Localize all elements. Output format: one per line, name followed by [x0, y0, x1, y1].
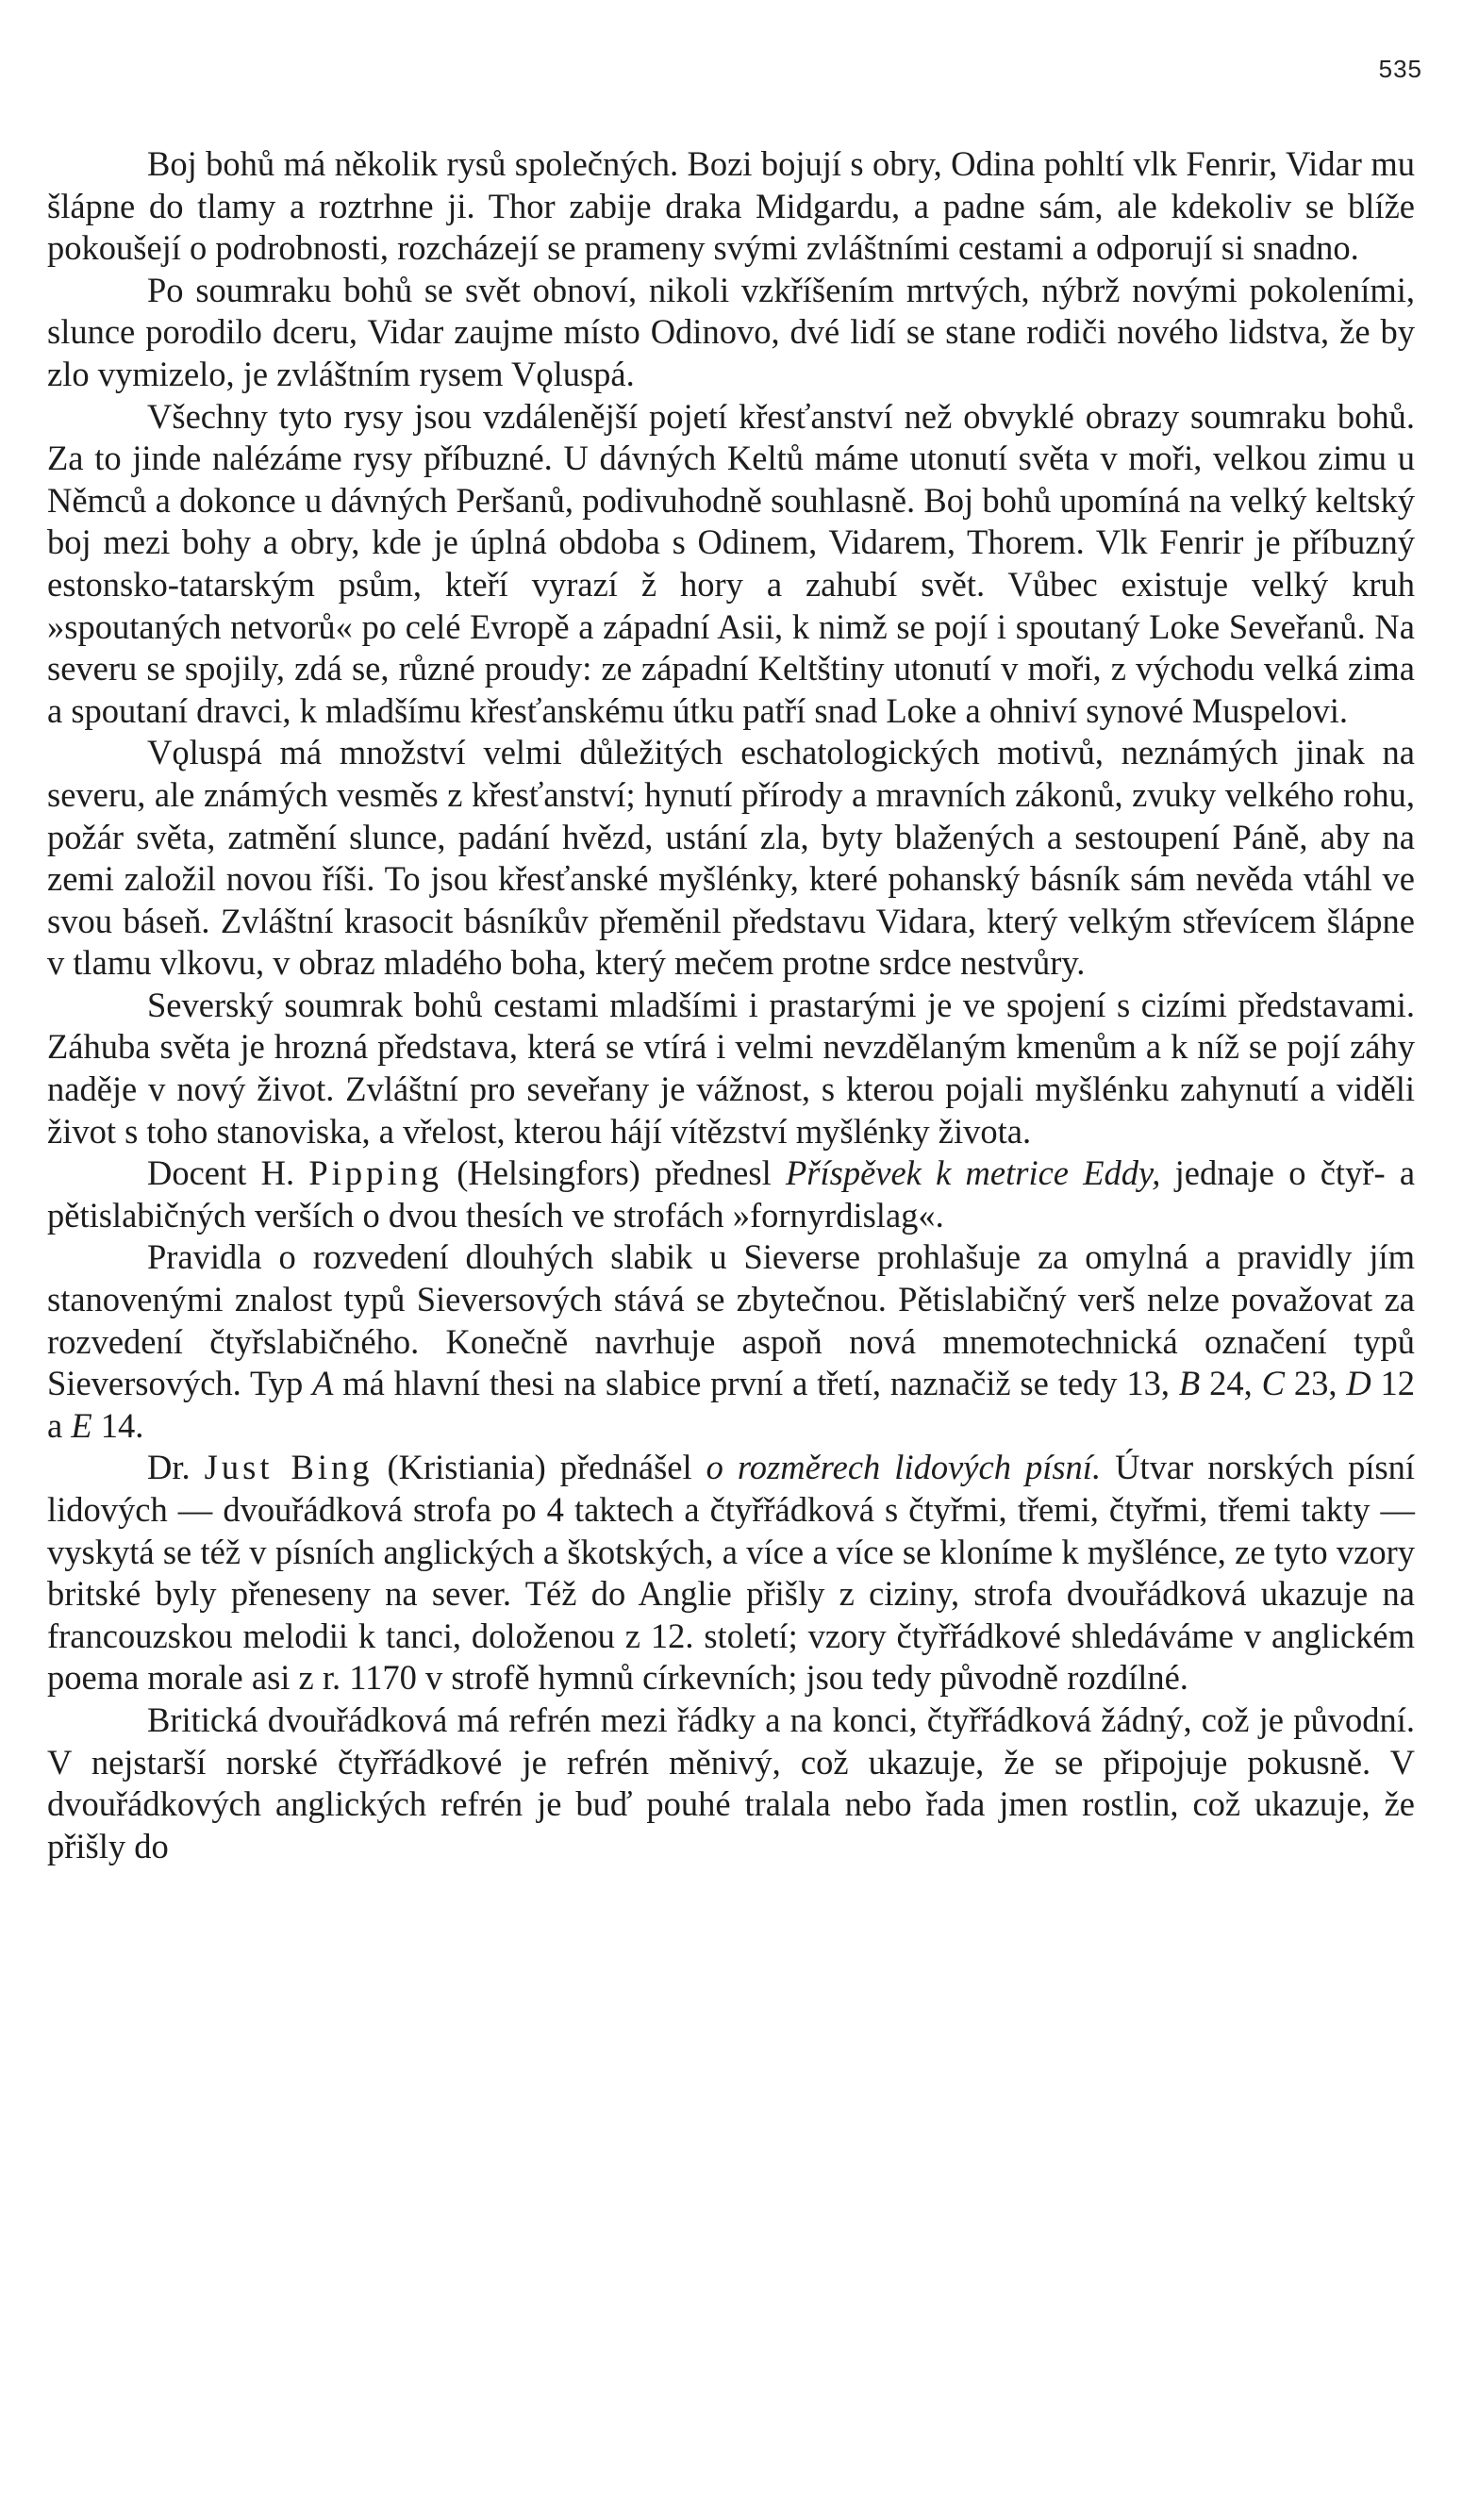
- paragraph-bing: [47, 1447, 1415, 1699]
- type-e-number: 14.: [100, 1405, 144, 1445]
- bing-place: (Kristiania) přednášel: [387, 1448, 692, 1487]
- bing-lecture-title: o rozměrech lidových písní.: [706, 1448, 1102, 1487]
- paragraph-voluspa: Vǫluspá má množství velmi důležitých eschatologických motivů, neznámých jinak na severu, ale známých vesměs z křesťanství; hynutí přírody a mravních zákonů, zvuky velkého rohu, požár světa, zatmění slunce, padání hvězd, ustání zla, byty blažených a sestoupení Páně, aby na zemi založil novou říši. To jsou křesťanské myšlénky, které pohanský básník sám nevěda vtáhl ve svou báseň. Zvláštní krasocit básníkův přeměnil představu Vidara, který velkým střevícem šlápne v tlamu vlkovu, v obraz mladého boha, který mečem protne srdce nestvůry.: [47, 733, 1415, 983]
- type-e-label: E: [71, 1405, 92, 1445]
- bing-prefix: Dr.: [147, 1448, 191, 1487]
- article-body: [47, 143, 1415, 1867]
- pipping-prefix: Docent H.: [147, 1153, 295, 1193]
- pipping-lecture-title: Příspěvek k metrice Eddy,: [785, 1153, 1161, 1193]
- pipping-rest: jednaje o čtyř- a pětislabičných verších o dvou thesích ve strofách »fornyrdislag«.: [47, 1153, 1416, 1235]
- paragraph-vsechny-rysy: Všechny tyto rysy jsou vzdálenější pojetí křesťanství než obvyklé obrazy soumraku bohů. Za to jinde nalézáme rysy příbuzné. U dávných Keltů máme utonutí světa v moři, velkou zimu u Němců a dokonce u dávných Peršanů, podivuhodně souhlasně. Boj bohů upomíná na velký keltský boj mezi bohy a obry, kde je úplná obdoba s Odinem, Vidarem, Thorem. Vlk Fenrir je příbuzný estonsko-tatarským psům, kteří vyrazí ž hory a zahubí svět. Vůbec existuje velký kruh »spoutaných netvorů« po celé Evropě a západní Asii, k nimž se pojí i spoutaný Loke Seveřanů. Na severu se spojily, zdá se, různé proudy: ze západní Keltštiny utonutí v moři, z východu velká zima a spoutaní dravci, k mladšímu křesťanskému útku patří snad Loke a ohniví synové Muspelovi.: [47, 396, 1415, 730]
- type-a-label: A: [312, 1364, 334, 1403]
- paragraph-po-soumraku: Po soumraku bohů se svět obnoví, nikoli vzkříšením mrtvých, nýbrž novými pokoleními, slunce porodilo dceru, Vidar zaujme místo Odinovo, dvé lidí se stane rodiči nového lidstva, že by zlo vymizelo, je zvláštním rysem Vǫluspá.: [47, 270, 1415, 393]
- type-c-number: 23,: [1293, 1364, 1337, 1403]
- type-b-label: B: [1178, 1364, 1201, 1403]
- paragraph-pravidla: [47, 1236, 1415, 1447]
- type-b-number: 24,: [1209, 1364, 1253, 1403]
- page-number: 535: [1378, 55, 1422, 83]
- bing-name: Just Bing: [204, 1448, 374, 1487]
- pravidla-lead: Pravidla o rozvedení dlouhých slabik u Sieverse prohlašuje za omylná a pravidly jím stanovenými znalost typů Sieversových stává se zbytečnou. Pětislabičný verš nelze považovat za rozvedení čtyřslabičného. Konečně navrhuje aspoň nová mnemotechnická označení typů Sieversových. Typ: [47, 1237, 1415, 1403]
- paragraph-seversky-soumrak: Severský soumrak bohů cestami mladšími i prastarými je ve spojení s cizími představami. Záhuba světa je hrozná představa, která se vtírá i velmi nevzdělaným kmenům a k níž se pojí záhy naděje v nový život. Zvláštní pro seveřany je vážnost, s kterou pojali myšlénku zahynutí a viděli život s toho stanoviska, a vřelost, kterou hájí vítězství myšlénky života.: [47, 985, 1415, 1151]
- pravidla-mid: má hlavní thesi na slabice první a třetí, naznačiž se tedy 13,: [342, 1364, 1171, 1403]
- type-d-number: 12 a: [47, 1364, 1416, 1445]
- bing-rest: Útvar norských písní lidových — dvouřádková strofa po 4 taktech a čtyřřádková s čtyřmi, třemi, čtyřmi, třemi takty — vyskytá se též v písních anglických a škotských, a více a více se kloníme k myšlénce, ze tyto vzory britské byly přeneseny na sever. Též do Anglie přišly z ciziny, strofa dvouřádková ukazuje na francouzskou melodii k tanci, doloženou z 12. století; vzory čtyřřádkové shledáváme v anglickém poema morale asi z r. 1170 v strofě hymnů církevních; jsou tedy původně rozdílné.: [47, 1448, 1416, 1698]
- paragraph-boj-bohu: Boj bohů má několik rysů společných. Bozi bojují s obry, Odina pohltí vlk Fenrir, Vidar mu šlápne do tlamy a roztrhne ji. Thor zabije draka Midgardu, a padne sám, ale kdekoliv se blíže pokoušejí o podrobnosti, rozcházejí se prameny svými zvláštními cestami a odporují si snadno.: [47, 144, 1415, 268]
- paragraph-briticka: Britická dvouřádková má refrén mezi řádky a na konci, čtyřřádková žádný, což je původní. V nejstarší norské čtyřřádkové je refrén měnivý, což ukazuje, že se připojuje pokusně. V dvouřádkových anglických refrén je buď pouhé tralala nebo řada jmen rostlin, což ukazuje, že přišly do: [47, 1699, 1415, 1865]
- pipping-place: (Helsingfors) přednesl: [457, 1153, 772, 1193]
- pipping-name: Pipping: [308, 1153, 442, 1193]
- type-c-label: C: [1261, 1364, 1285, 1403]
- paragraph-pipping: [47, 1152, 1415, 1236]
- type-d-label: D: [1346, 1364, 1371, 1403]
